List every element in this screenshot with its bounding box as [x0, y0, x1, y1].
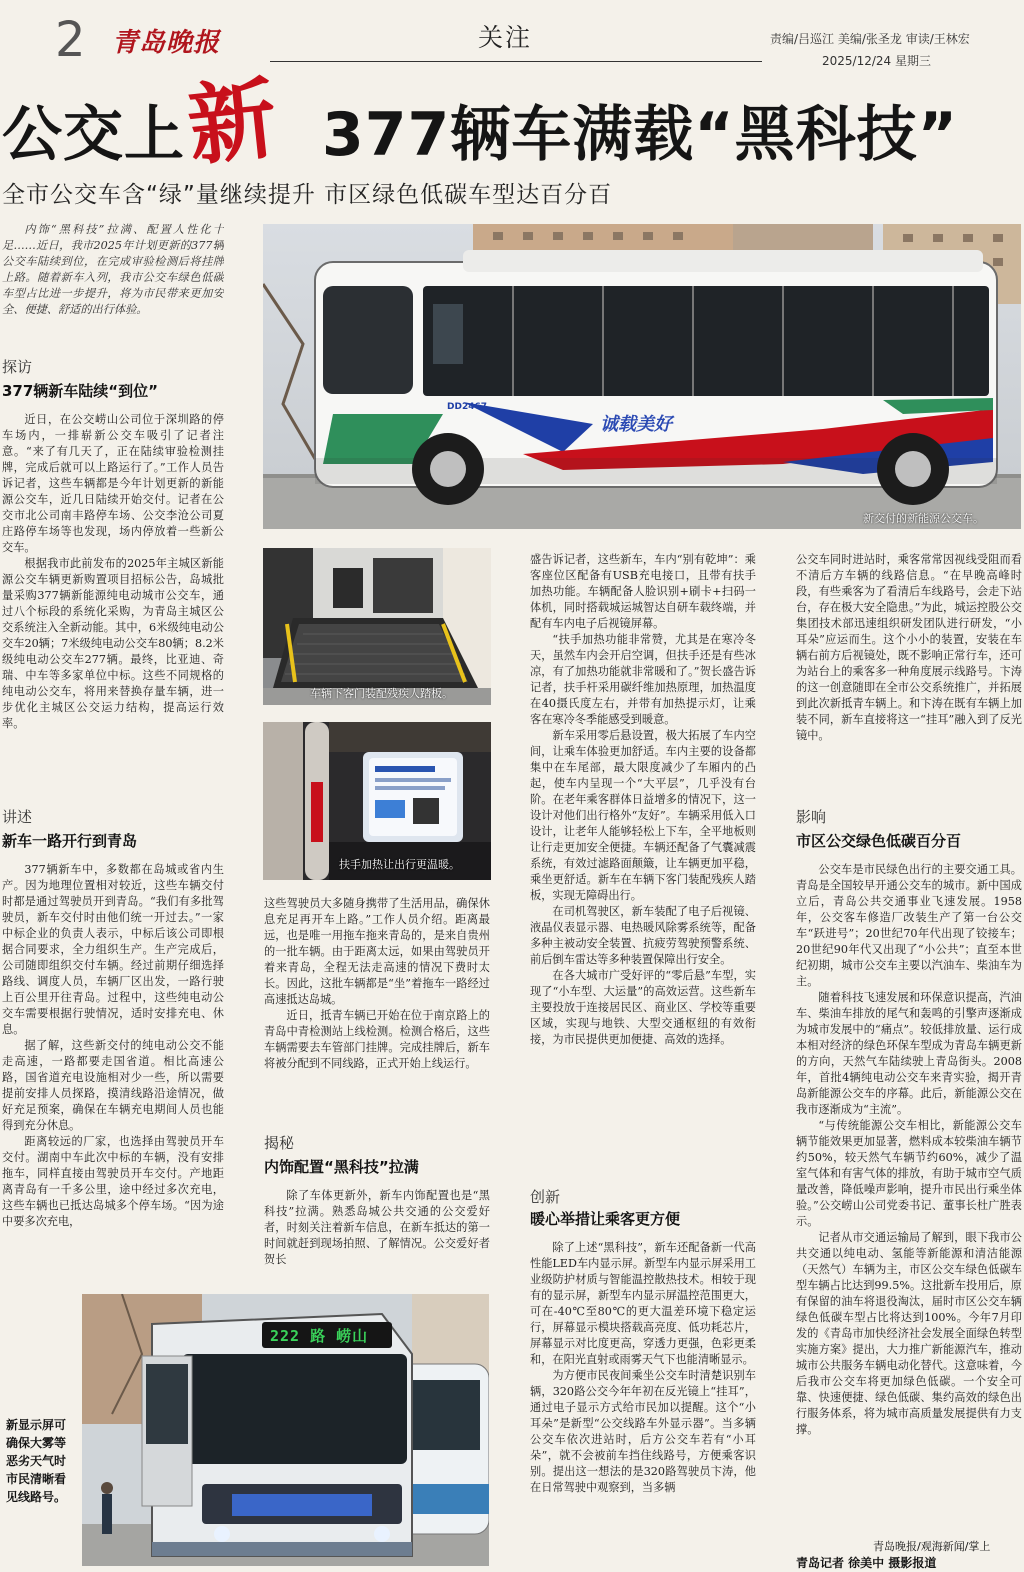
- handrail-photo-caption: 扶手加热让出行更温暖。: [339, 858, 460, 871]
- paragraph: 近日，在公交崂山公司位于深圳路的停车场内，一排崭新公交车吸引了记者注意。“来了有几天了，正在陆续审验检测挂牌，完成后就可以上路运行了。”工作人员告诉记者，这些车辆都是今年计划更新的新能源公交车，近几日陆续开始交付。记者在公交市北公司南丰路停车场、公交李沧公司夏庄路停车场等也发现，场内停放着一些新公交车。: [2, 413, 224, 554]
- page-number: 2: [55, 12, 86, 68]
- main-bus-photo: [263, 224, 1021, 529]
- main-photo-caption: 新交付的新能源公交车。: [863, 512, 984, 525]
- section-title-innovation: 暖心举措让乘客更方便: [530, 1210, 681, 1228]
- handrail-photo: [263, 722, 491, 880]
- section-kicker-jiangshu: 讲述: [2, 808, 33, 826]
- section-kicker-chuangxin: 创新: [530, 1188, 561, 1206]
- paragraph: 记者从市交通运输局了解到，眼下我市公共交通以纯电动、氢能等新能源和清洁能源（天然气）车辆为主，市区公交车绿色低碳车型车辆占比达到99.5%。这批新车投用后，原有保留的油车将退役淘汰，届时市区公交车辆绿色低碳车型占比将达到100%。今年7月印发的《青岛市加快经济社会发展全面绿色转型实施方案》提出，大力推广新能源汽车，推动城市公共服务车辆电动化替代。这意味着，今后我市公交车将更加绿色低碳。一个安全可靠、快速便捷、绿色低碳、集约高效的绿色出行服务体系，将为城市高质量发展提供有力支撑。: [796, 1231, 1022, 1436]
- section-kicker-yingxiang: 影响: [796, 808, 827, 826]
- paragraph: 盛告诉记者，这些新车，车内“别有乾坤”：乘客座位区配备有USB充电接口，且带有扶手加热功能。车辆配备人脸识别+刷卡+扫码一体机，同时搭载城运城智达自研车载终端，并配有车内电子后视镜屏幕。: [530, 553, 756, 630]
- intro-paragraph: 内饰“黑科技”拉满、配置人性化十足……近日，我市2025年计划更新的377辆公交车陆续到位，在完成审验检测后将挂牌上路。随着新车入列，我市公交车绿色低碳车型占比进一步提升，将为市民带来更加安全、便捷、舒适的出行体验。: [2, 223, 224, 316]
- paragraph: 根据我市此前发布的2025年主城区新能源公交车辆更新购置项目招标公告，岛城批量采购377辆新能源纯电动城市公交车，通过八个标段的系统化采购，为青岛主城区公交系统注入全新动能。其中，6米级纯电动公交车20辆；7米级纯电动公交车80辆；8.2米级纯电动公交车277辆。最终，比亚迪、奇瑞、中车等多家单位中标。这些不同规格的纯电动公交车，将用来替换存量车辆，进一步优化主城区公交运力结构，提高运行效率。: [2, 557, 224, 730]
- paragraph: 这些驾驶员大多随身携带了生活用品，确保休息充足再开车上路。”工作人员介绍。距离最远，也是唯一用拖车拖来青岛的，是来自贵州的一批车辆。由于距离太远，如果由驾驶员开着来青岛，全程无法走高速的情况下费时太长。因此，这批车辆都是“坐”着拖车一路经过高速抵达岛城。: [264, 897, 490, 1006]
- reporter-credit: 青岛记者 徐美中 摄影报道: [796, 1556, 937, 1570]
- headline-subtitle: 全市公交车含“绿”量继续提升 市区绿色低碳车型达百分百: [2, 182, 613, 208]
- led-display-text: 222 路 崂山: [270, 1327, 369, 1345]
- article-body-drive: [2, 862, 224, 1274]
- headline-highlight: 新: [182, 65, 282, 179]
- paragraph: 随着科技飞速发展和环保意识提高，汽油车、柴油车排放的尾气和轰鸣的引擎声逐渐成为城市发展中的“痛点”。较低排放量、运行成本相对经济的绿色环保车型成为青岛车辆更新的方向，天然气车陆续驶上青岛街头。2008年，首批4辆纯电动公交车来青实验，揭开青岛新能源公交车的序幕。此后，新能源公交在我市逐渐成为“主流”。: [796, 991, 1022, 1116]
- headline-part1: 公交上: [2, 100, 185, 170]
- paragraph: “与传统能源公交车相比，新能源公交车辆节能效果更加显著，燃料成本较柴油车辆节约50%，较天然气车辆节约60%，减少了温室气体和有害气体的排放，有助于城市空气质量改善，降低噪声影响，提升市民出行乘坐体验。”公交崂山公司党委书记、董事长杜广胜表示。: [796, 1119, 1022, 1228]
- paragraph: 公交车是市民绿色出行的主要交通工具。青岛是全国较早开通公交车的城市。新中国成立后，青岛公共交通事业飞速发展。1958年，公交客车修造厂改装生产了第一台公交车“跃进号”；20世纪70年代出现了铰接车；20世纪90年代又出现了“小公共”；直至本世纪初期，城市公交车主要以汽油车、柴油车为主。: [796, 863, 1022, 988]
- led-bus-photo: [82, 1294, 489, 1566]
- headline-part2: 377辆车满载“黑科技”: [322, 100, 959, 170]
- editors-line: 责编/吕巡江 美编/张圣龙 审读/王林宏: [770, 32, 970, 46]
- section-kicker-jiemi: 揭秘: [264, 1134, 295, 1152]
- paragraph: 据了解，这些新交付的纯电动公交不能走高速，一路都要走国省道。相比高速公路，国省道充电设施相对少一些，所以需要提前安排人员探路，摸清线路沿途情况，做好充足预案，确保在车辆充电期间人员也能得到充分休息。: [2, 1039, 224, 1132]
- bus-id: DD2467: [447, 402, 487, 412]
- article-body-green: [796, 862, 1022, 1538]
- header-rule: [270, 61, 762, 62]
- newspaper-logo: 青岛晚报: [112, 28, 221, 58]
- paragraph: 为方便市民夜间乘坐公交车时清楚识别车辆，320路公交今年年初在反光镜上“挂耳”，通过电子显示方式给市民加以提醒。这个“小耳朵”是新型“公交线路车外显示器”。当多辆公交车依次进站时，后方公交车若有“小耳朵”，就不会被前车挡住线路号，方便乘客识别。提出这一想法的是320路驾驶员卞涛，他在日常驾驶中观察到，当多辆: [530, 1369, 756, 1494]
- ramp-photo: [263, 548, 491, 705]
- article-body-mirror: [796, 552, 1022, 796]
- article-body-innovation: [530, 1240, 756, 1568]
- bus-slogan: 诚载美好: [600, 414, 672, 435]
- article-body-features: [530, 552, 756, 1180]
- section-title-drive: 新车一路开行到青岛: [2, 832, 138, 850]
- paragraph: 在各大城市广受好评的“零后悬”车型，实现了“小车型、大运量”的高效运营。这些新车主要投放于连接居民区、商业区、学校等重要区域，实现与地铁、大型交通枢纽的有效衔接，为市民提供更加便捷、高效的选择。: [530, 969, 756, 1046]
- paragraph: 除了车体更新外，新车内饰配置也是“黑科技”拉满。熟悉岛城公共交通的公交爱好者，时刻关注着新车信息，在新车抵达的第一时间就赶到现场拍照、了解情况。公交爱好者贺长: [264, 1189, 490, 1266]
- paragraph: “扶手加热功能非常赞，尤其是在寒冷冬天，虽然车内会开启空调，但扶手还是有些冰凉，有了加热功能就非常暖和了。”贺长盛告诉记者，扶手杆采用碳纤维加热原理，加热温度在40摄氏度左右，并带有加热提示灯，让乘客在寒冷冬季能感受到暖意。: [530, 633, 756, 726]
- paragraph: 新车采用零后悬设置，极大拓展了车内空间，让乘车体验更加舒适。车内主要的设备都集中在车尾部，最大限度减少了车厢内的凸起，使车内呈现一个“大平层”，几乎没有台阶。在老年乘客群体日益增多的情况下，这一设计对他们出行格外“友好”。车辆采用低入口设计，让老年人能够轻松上下车，全平地板则让行走更加安全便捷。车辆还配备了气囊减震系统，有效过滤路面颠簸，让车辆更加平稳，乘坐更舒适。新车在车辆下客门装配残疾人踏板，实现无障碍出行。: [530, 729, 756, 902]
- paragraph: 在司机驾驶区，新车装配了电子后视镜、液晶仪表显示器、电热暖风除雾系统等，配备多种主被动安全装置、抗疲劳驾驶预警系统、前后倒车雷达等多种装置保障出行安全。: [530, 905, 756, 966]
- paragraph: 距离较远的厂家，也选择由驾驶员开车交付。湖南中车此次中标的车辆，没有安排拖车，同样直接由驾驶员开车交付。产地距离青岛有一千多公里，途中经过多次充电，这些车辆也已抵达岛城多个停车场。“因为途中要多次充电，: [2, 1135, 224, 1228]
- led-photo-caption: 新显示屏可确保大雾等恶劣天气时市民清晰看见线路号。: [6, 1418, 67, 1504]
- paragraph: 近日，抵青车辆已开始在位于南京路上的青岛中青检测站上线检测。检测合格后，这些车辆需要去车管部门挂牌。完成挂牌后，新车将被分配到不同线路，正式开始上线运行。: [264, 1009, 490, 1070]
- section-title: 关注: [478, 23, 533, 52]
- paragraph: 公交车同时进站时，乘客常常因视线受阻而看不清后方车辆的线路信息。“在早晚高峰时段，有些乘客为了看清后车线路号，会走下站台，存在极大安全隐患。”为此，城运控股公交集团技术部迅速组织研发团队进行研发，“小耳朵”应运而生。这个小小的装置，安装在车辆右前方后视镜处，既不影响正常行车，还可为站台上的乘客多一种角度展示线路号。卞涛的这一创意随即在全市公交系统推广，并拓展到此次新抵青车辆上。和卞涛在既有车辆上加装不同，新车直接将这一“挂耳”融入到了反光镜中。: [796, 553, 1022, 742]
- section-kicker-tanfang: 探访: [2, 358, 33, 376]
- article-body-interior: [264, 1188, 490, 1284]
- section-title-interior: 内饰配置“黑科技”拉满: [264, 1158, 419, 1176]
- article-body-arrival: [2, 412, 224, 798]
- section-title-arrival: 377辆新车陆续“到位”: [2, 382, 159, 400]
- issue-date: 2025/12/24 星期三: [822, 54, 931, 68]
- paragraph: 除了上述“黑科技”，新车还配备新一代高性能LED车内显示屏。新型车内显示屏采用工业级防护材质与智能温控散热技术。相较于现有的显示屏，新型车内显示屏温控范围更大，可在-40℃至80℃的更大温差环境下稳定运行，屏幕显示模块搭载高亮度、低功耗芯片，屏幕显示对比度更高，穿透力更强，色彩更柔和，在阳光直射或雨雾天气下也能清晰显示。: [530, 1241, 756, 1366]
- ramp-photo-caption: 车辆下客门装配残疾人踏板。: [310, 687, 453, 700]
- paragraph: 377辆新车中，多数都在岛城或省内生产。因为地理位置相对较近，这些车辆交付时都是通过驾驶员开到青岛。“我们有多批驾驶员，新车交付时由他们统一开过去。”一家中标企业的负责人表示，中标后该公司即根据合同要求，全力组织生产。生产完成后，公司随即组织交付车辆。经过前期仔细选择路线、调度人员，车辆厂区出发，一路行驶上百公里开往青岛。过程中，这些纯电动公交车需要根据行驶情况，适时安排充电、休息。: [2, 863, 224, 1036]
- source-line: 青岛晚报/观海新闻/掌上: [873, 1540, 991, 1553]
- section-title-green: 市区公交绿色低碳百分百: [796, 832, 962, 850]
- article-body-delivery: [264, 896, 490, 1124]
